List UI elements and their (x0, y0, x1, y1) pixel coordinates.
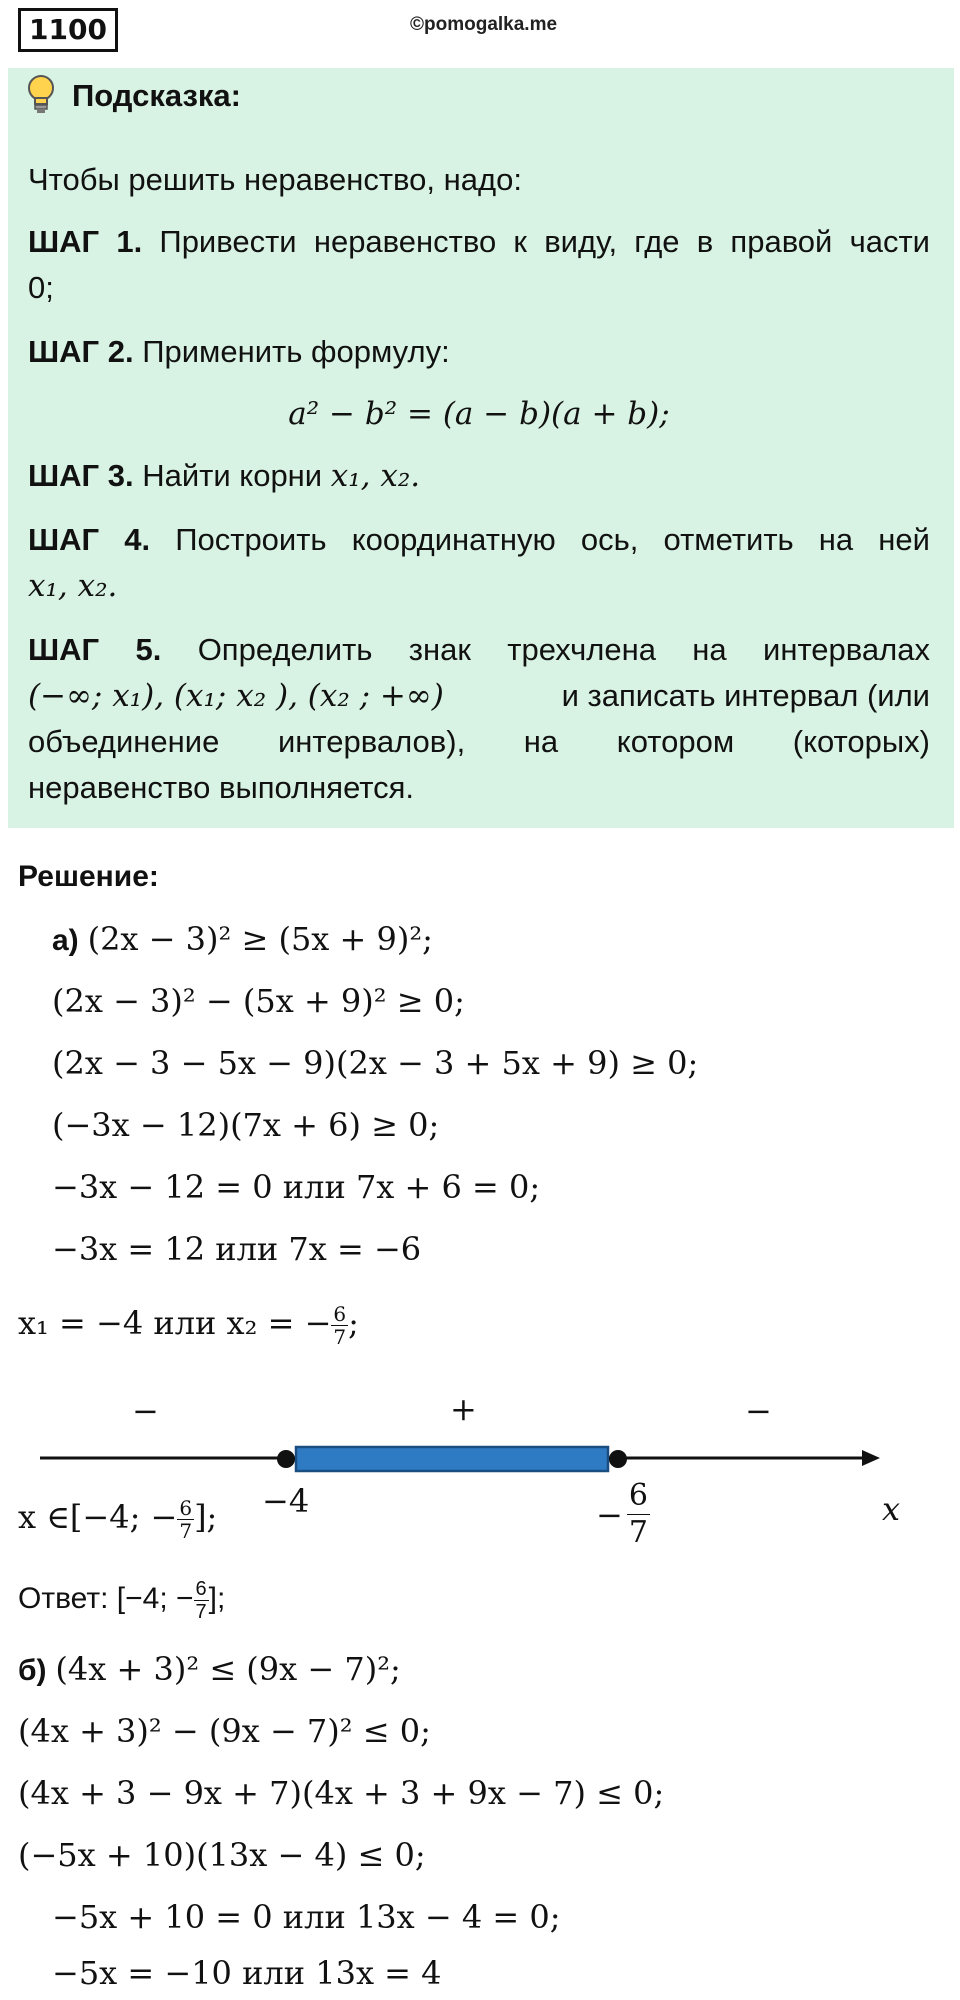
problem-number: 1100 (18, 8, 118, 52)
step-5-line-2-end: и записать интервал (или (561, 678, 930, 713)
step-4-label: ШАГ 4. (28, 522, 151, 557)
part-a-line-3: (2x − 3 − 5x − 9)(2x − 3 + 5x + 9) ≥ 0; (52, 1044, 699, 1082)
part-b-line-3: (4x + 3 − 9x + 7)(4x + 3 + 9x − 7) ≤ 0; (18, 1774, 665, 1812)
point-2-sign: − (596, 1495, 623, 1534)
sign-left: − (132, 1392, 159, 1430)
point-1 (277, 1450, 295, 1468)
part-b-line-1-math: (4x + 3)² ≤ (9x − 7)²; (55, 1650, 401, 1688)
step-3-text: Найти корни (142, 458, 323, 493)
answer-a (18, 1576, 225, 1623)
lightbulb-icon (26, 74, 56, 121)
step-5-line-2 (28, 674, 930, 718)
point-2-num: 6 (628, 1478, 648, 1513)
part-b-line-4: (−5x + 10)(13x − 4) ≤ 0; (18, 1836, 426, 1874)
point-1-label: −4 (262, 1482, 310, 1520)
axis-arrow (862, 1450, 880, 1466)
step-1-line-2: 0; (28, 270, 54, 305)
step-3-label: ШАГ 3. (28, 458, 134, 493)
step-2-label: ШАГ 2. (28, 334, 134, 369)
interval-suffix: ]; (194, 1498, 218, 1536)
hint-intro: Чтобы решить неравенство, надо: (28, 162, 522, 197)
solution-title: Решение: (18, 860, 159, 893)
roots-fraction-num: 6 (333, 1302, 347, 1326)
sign-middle: + (450, 1390, 477, 1428)
part-a-line-1-math: (2x − 3)² ≥ (5x + 9)²; (87, 920, 433, 958)
step-4-line-2: x₁, x₂. (28, 568, 118, 604)
roots-fraction (331, 1303, 348, 1348)
interval-den: 7 (179, 1519, 193, 1543)
answer-den: 7 (195, 1600, 207, 1623)
interval-fraction (177, 1497, 194, 1542)
step-5-text: Определить знак трехчлена на интервалах (197, 632, 930, 667)
answer-fraction (194, 1578, 209, 1623)
step-3-roots: x₁, x₂. (330, 458, 421, 494)
sign-right: − (745, 1392, 772, 1430)
answer-suffix: ]; (208, 1582, 226, 1615)
part-b-line-5: −5x + 10 = 0 или 13x − 4 = 0; (52, 1898, 561, 1936)
roots-suffix: ; (348, 1304, 359, 1342)
part-a-line-5: −3x − 12 = 0 или 7x + 6 = 0; (52, 1168, 541, 1206)
interval-result (18, 1494, 217, 1542)
interval-prefix: x ∈[−4; − (18, 1498, 178, 1536)
site-watermark: ©pomogalka.me (410, 14, 558, 35)
step-5-intervals: (−∞; x₁), (x₁; x₂ ), (x₂ ; +∞) (28, 678, 444, 714)
hint-title: Подсказка: (72, 78, 241, 113)
part-a-line-6: −3x = 12 или 7x = −6 (52, 1230, 422, 1268)
step-5 (28, 628, 930, 672)
step-2-text: Применить формулу: (142, 334, 450, 369)
step-1 (28, 220, 930, 264)
step-5-label: ШАГ 5. (28, 632, 162, 667)
point-2-den: 7 (628, 1515, 648, 1550)
roots-prefix: x₁ = −4 или x₂ = − (18, 1304, 332, 1342)
step-3 (28, 454, 930, 498)
part-a-roots (18, 1300, 359, 1348)
part-b-line-2: (4x + 3)² − (9x − 7)² ≤ 0; (18, 1712, 431, 1750)
step-4-text: Построить координатную ось, отметить на ней (175, 522, 930, 557)
hint-box (8, 68, 954, 828)
roots-fraction-den: 7 (333, 1325, 347, 1349)
part-a-label: а) (52, 924, 79, 957)
interval-num: 6 (179, 1496, 193, 1520)
part-a-line-4: (−3x − 12)(7x + 6) ≥ 0; (52, 1106, 440, 1144)
interval-highlight (296, 1447, 608, 1471)
point-2 (609, 1450, 627, 1468)
point-2-fraction (627, 1478, 650, 1551)
step-4 (28, 518, 930, 562)
step-1-label: ШАГ 1. (28, 224, 143, 259)
part-b-line-1 (18, 1646, 401, 1694)
answer-num: 6 (195, 1577, 207, 1600)
step-5-line-4: неравенство выполняется. (28, 770, 415, 805)
step-5-line-3: объединение интервалов), на котором (которых) (28, 724, 930, 759)
part-b-label: б) (18, 1654, 47, 1687)
axis-variable-label: x (882, 1490, 901, 1528)
answer-prefix: Ответ: [−4; − (18, 1582, 194, 1615)
part-a-line-1 (52, 916, 433, 964)
part-b-line-6: −5x = −10 или 13x = 4 (52, 1954, 442, 1992)
part-a-line-2: (2x − 3)² − (5x + 9)² ≥ 0; (52, 982, 465, 1020)
step-2-formula: a² − b² = (a − b)(a + b); (288, 396, 670, 432)
point-2-label (596, 1478, 650, 1551)
step-1-text: Привести неравенство к виду, где в правой части (159, 224, 930, 259)
step-2 (28, 330, 930, 374)
